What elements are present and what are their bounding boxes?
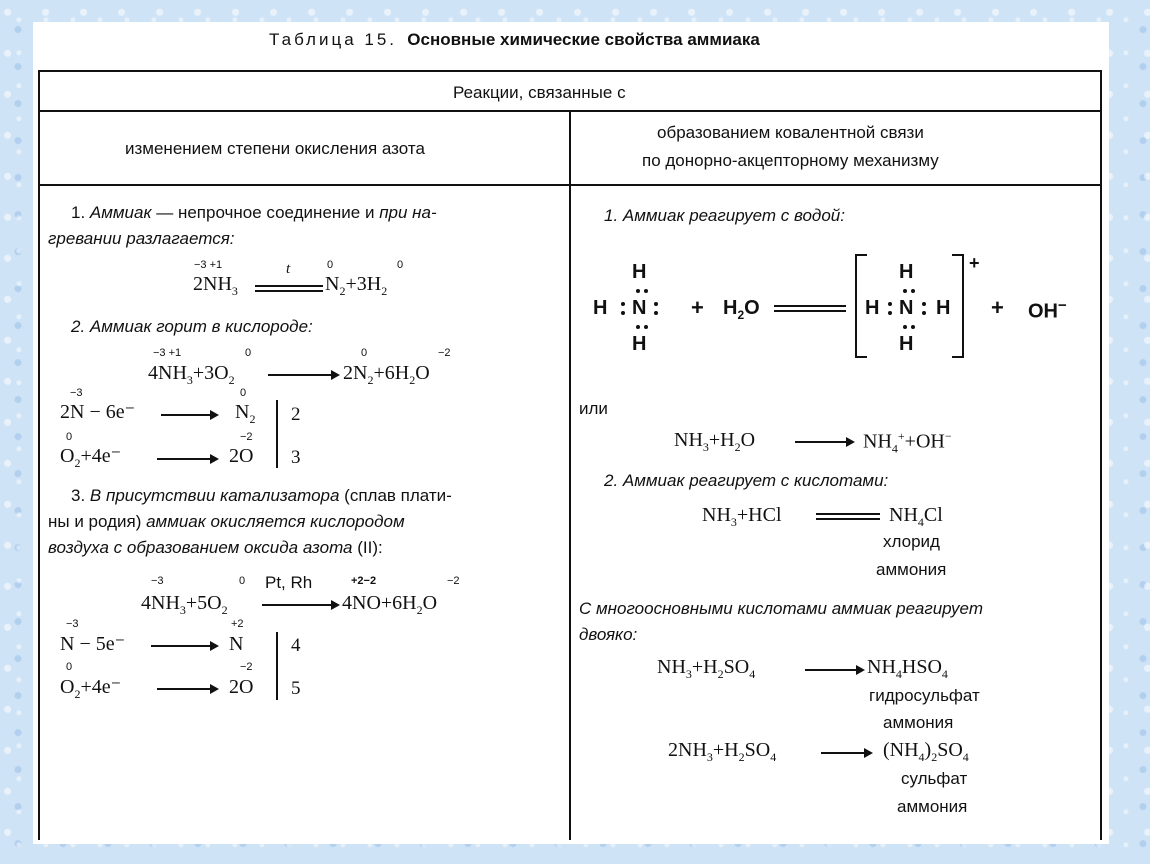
bal1-n2: 3 [291, 447, 301, 468]
eq2-c: 2N [343, 362, 368, 384]
eqh-a3: 3 [730, 515, 737, 529]
bal1-arrow2 [157, 458, 217, 460]
bal2-ox-d: −2 [240, 661, 253, 673]
ammonium-h-bottom: H [899, 333, 914, 355]
bal1-bar [276, 400, 278, 468]
left-item2: 2. Аммиак горит в кислороде: [71, 317, 313, 336]
right-item1: 1. Аммиак реагирует с водой: [604, 206, 845, 225]
left-item1-text: — непрочное соединение и [151, 203, 380, 222]
eq-h2so4b-arrow [821, 752, 871, 754]
eqa-e: HSO [901, 656, 942, 678]
left-item3-line2 [48, 513, 405, 530]
eqa-d: NH [867, 656, 896, 678]
eqa-a: NH [657, 656, 686, 678]
eq1-h2: 2 [381, 284, 388, 298]
bal2-ox-a: −3 [66, 618, 79, 630]
item3-oxid: аммиак окисляется кислородом [146, 512, 405, 531]
ammonium-h-top: H [899, 261, 914, 283]
eq3-b2: 2 [221, 603, 228, 617]
table-title [269, 31, 760, 48]
bal1-ox-d: −2 [240, 431, 253, 443]
left-item1-italic: при на- [379, 203, 437, 222]
eq1-ox-0b: 0 [397, 259, 404, 271]
table-column-divider [569, 110, 571, 840]
bal2-ox-b: +2 [231, 618, 244, 630]
ammonium-dot [922, 311, 926, 315]
eq-h2so4b-name2: аммония [897, 797, 968, 816]
lewis-dot [636, 289, 640, 293]
lewis-plus1: + [691, 295, 704, 320]
eq-h2so4a-name2: аммония [883, 713, 954, 732]
eqa-b: +H [691, 656, 718, 678]
bal1-l1: 2N − 6e⁻ [60, 401, 136, 423]
eq-h2so4b-name1: сульфат [901, 769, 968, 788]
bal2-r2: 2O [229, 676, 254, 698]
eq1-equilibrium-arrow [255, 284, 323, 293]
eq3-c: 4NO+6H [342, 592, 417, 614]
ammonium-dot [888, 302, 892, 306]
eq2-ox-nn: 0 [361, 347, 368, 359]
bracket-left [855, 254, 857, 358]
bal2-bar [276, 632, 278, 700]
bracket-right [962, 254, 964, 358]
ammonium-n: N [899, 297, 914, 319]
eq3-a: 4NH [141, 592, 180, 614]
bal1-r1-s: 2 [249, 412, 256, 426]
eq-h2so4b-rhs [883, 740, 969, 763]
lewis-dot [654, 311, 658, 315]
eq3-ox-n: −3 [151, 575, 164, 587]
eqw-b2: 2 [734, 440, 741, 454]
left-item1-line2: гревании разлагается: [48, 229, 235, 248]
eqa-c4: 4 [749, 667, 756, 681]
left-item1-number: 1. [71, 203, 90, 222]
eq3-lhs [141, 593, 228, 616]
eq-h2so4a-lhs [657, 657, 755, 680]
eq2-arrow [268, 374, 338, 376]
eq2-ox-oo: −2 [438, 347, 451, 359]
eqw-d: NH [863, 430, 892, 453]
eq2-c2: 2 [367, 373, 374, 387]
eqw-em: − [944, 429, 952, 443]
eq2-rhs [343, 363, 430, 386]
table-border-top [38, 70, 1102, 72]
left-item1-line1 [71, 204, 437, 221]
bal1-arrow1 [161, 414, 217, 416]
eqh-a: NH [702, 504, 731, 526]
eq1-n: N [325, 273, 340, 295]
lewis-h-left: H [593, 297, 608, 319]
eqa-e4: 4 [941, 667, 948, 681]
eqb-b: +H [712, 739, 739, 761]
header-right-line1: образованием ковалентной связи [657, 123, 924, 142]
eq-h2so4b-lhs [668, 740, 776, 763]
header-top: Реакции, связанные с [453, 83, 626, 102]
bal2-l2 [60, 677, 121, 700]
right-poly-line1: С многоосновными кислотами аммиак реагирует [579, 599, 983, 618]
bal2-n1: 4 [291, 635, 301, 656]
header-left: изменением степени окисления азота [125, 139, 425, 158]
eq-h2so4a-name1: гидросульфат [869, 686, 980, 705]
eq3-d: O [422, 592, 438, 614]
eq-nh3-h2o-arrow [795, 441, 853, 443]
bal1-r2: 2O [229, 445, 254, 467]
eq2-d2: 2 [409, 373, 416, 387]
eqa-d4: 4 [895, 667, 902, 681]
ammonium-h-left: H [865, 297, 880, 319]
eq2-e: O [415, 362, 430, 384]
eq-h2so4a-arrow [805, 669, 863, 671]
table-title-text: Основные химические свойства аммиака [407, 30, 760, 49]
eq3-ox-no: +2−2 [351, 575, 377, 587]
eq-hcl-lhs [702, 505, 782, 528]
eqh-c4: 4 [917, 515, 924, 529]
bal1-l2-o: O [60, 445, 75, 467]
eq-hcl-equilibrium-arrow [816, 512, 880, 521]
eqb-f4: 4 [962, 750, 969, 764]
eq2-d: +6H [373, 362, 410, 384]
eqw-d4: 4 [891, 441, 898, 456]
eqh-d: Cl [923, 504, 943, 526]
eq1-nh: 2NH [193, 273, 232, 295]
hydroxide-oh: OH [1028, 300, 1058, 323]
eq3-a3: 3 [179, 603, 186, 617]
item3-ii: (II): [352, 538, 383, 557]
eq3-b: +5O [185, 592, 222, 614]
eqh-b: +HCl [736, 504, 782, 526]
eqa-b2: 2 [717, 667, 724, 681]
eqb-b2: 2 [738, 750, 745, 764]
bal2-ox-c: 0 [66, 661, 73, 673]
eq1-plus-h: +3H [345, 273, 382, 295]
bal1-ox-b: 0 [240, 387, 247, 399]
item3-air: воздуха с образованием оксида азота [48, 538, 353, 557]
hydroxide [1028, 298, 1067, 322]
bal2-l2-s: 2 [74, 687, 81, 701]
lewis-h2o-o: O [744, 297, 760, 319]
bal2-l2-o: O [60, 676, 75, 698]
header-right-line2: по донорно-акцепторному механизму [642, 151, 939, 170]
eq1-sub3: 3 [231, 284, 238, 298]
table-border-right [1100, 70, 1102, 840]
eqb-a: 2NH [668, 739, 707, 761]
bal1-ox-c: 0 [66, 431, 73, 443]
eqb-d: (NH [883, 739, 919, 761]
left-item3-line3 [48, 539, 383, 556]
eqa-a3: 3 [685, 667, 692, 681]
bal1-l2 [60, 446, 121, 469]
item3-rh: ны и родия) [48, 512, 147, 531]
eq1-n2: 2 [339, 284, 346, 298]
bal1-l2-s: 2 [74, 456, 81, 470]
eqb-c: SO [744, 739, 771, 761]
eq-nh3-h2o-lhs [674, 430, 755, 453]
lewis-dot [636, 325, 640, 329]
ammonium-dot [903, 289, 907, 293]
bal2-arrow1 [151, 645, 217, 647]
eq2-lhs [148, 363, 235, 386]
eq-hcl-name1: хлорид [883, 532, 940, 551]
ammonium-dot [922, 302, 926, 306]
bracket-left-bottom [855, 356, 867, 358]
eq3-arrow [262, 604, 338, 606]
lewis-dot [644, 289, 648, 293]
eqb-d4: 4 [918, 750, 925, 764]
lewis-h-bottom: H [632, 333, 647, 355]
eqw-a3: 3 [702, 440, 709, 454]
eqw-c: O [740, 429, 756, 451]
bal2-l2-b: +4e⁻ [80, 676, 122, 698]
item3-cat: В присутствии катализатора [89, 486, 340, 505]
bracket-right-top [952, 254, 964, 256]
bal2-n2: 5 [291, 678, 301, 699]
eqb-a3: 3 [706, 750, 713, 764]
lewis-h-top: H [632, 261, 647, 283]
eq1-rhs [325, 274, 387, 297]
eq2-ox-n: −3 +1 [153, 347, 182, 359]
bal1-r1-n: N [235, 401, 250, 423]
ammonium-dot [903, 325, 907, 329]
bal1-r1 [235, 402, 255, 425]
eq-nh3-h2o-rhs [863, 430, 952, 455]
eq3-ox-o: 0 [239, 575, 246, 587]
eqh-c: NH [889, 504, 918, 526]
eq2-a: 4NH [148, 362, 187, 384]
eqb-c4: 4 [770, 750, 777, 764]
eq-hcl-rhs [889, 505, 943, 528]
eqa-c: SO [723, 656, 750, 678]
lewis-n: N [632, 297, 647, 319]
eqw-dp: + [897, 429, 905, 443]
eqb-e: ) [924, 739, 932, 761]
table-border-left [38, 70, 40, 840]
table-caption: Таблица 15. [269, 30, 398, 49]
bal2-r1: N [229, 633, 244, 655]
bal2-l1: N − 5e⁻ [60, 633, 126, 655]
lewis-h2o-h: H [723, 297, 738, 319]
item3-num: 3. [71, 486, 90, 505]
ammonium-charge: + [969, 253, 980, 273]
eq3-catalyst: Pt, Rh [265, 573, 313, 592]
item3-alloy: (сплав плати- [339, 486, 452, 505]
lewis-equilibrium-arrow [774, 304, 846, 313]
ammonium-dot [911, 289, 915, 293]
eq1-t: t [286, 261, 291, 277]
ammonium-dot [888, 311, 892, 315]
eqb-f: SO [937, 739, 963, 761]
document-page [33, 22, 1109, 844]
eq3-ox-h: −2 [447, 575, 460, 587]
right-item2: 2. Аммиак реагирует с кислотами: [604, 471, 889, 490]
eq3-c2: 2 [416, 603, 423, 617]
lewis-dot [644, 325, 648, 329]
left-item1-subject: Аммиак [89, 203, 152, 222]
ammonium-h-right: H [936, 297, 951, 319]
lewis-h2o [723, 298, 760, 321]
bracket-left-top [855, 254, 867, 256]
eq3-rhs [342, 593, 437, 616]
eq-hcl-name2: аммония [876, 560, 947, 579]
eqw-b: +H [708, 429, 735, 451]
eq2-a3: 3 [186, 373, 193, 387]
bal1-l2-b: +4e⁻ [80, 445, 122, 467]
eqb-e2: 2 [931, 750, 938, 764]
right-poly-line2: двояко: [579, 625, 638, 644]
right-or: или [579, 399, 608, 418]
lewis-plus2: + [991, 295, 1004, 320]
lewis-dot [654, 302, 658, 306]
eq1-ox-n: −3 +1 [194, 259, 223, 271]
eq2-b: +3O [192, 362, 229, 384]
bracket-right-bottom [952, 356, 964, 358]
eqw-e: +OH [904, 430, 945, 453]
lewis-dot [621, 311, 625, 315]
lewis-h2o-2: 2 [737, 308, 745, 322]
eq-h2so4a-rhs [867, 657, 948, 680]
hydroxide-minus: − [1058, 297, 1067, 314]
ammonium-dot [911, 325, 915, 329]
eq1-ox-0a: 0 [327, 259, 334, 271]
bal2-arrow2 [157, 688, 217, 690]
eqw-a: NH [674, 429, 703, 451]
eq1-lhs [193, 274, 238, 297]
eq2-ox-o: 0 [245, 347, 252, 359]
eq2-b2: 2 [228, 373, 235, 387]
left-item3-line1 [71, 487, 452, 504]
bal1-n1: 2 [291, 404, 301, 425]
lewis-dot [621, 302, 625, 306]
bal1-ox-a: −3 [70, 387, 83, 399]
